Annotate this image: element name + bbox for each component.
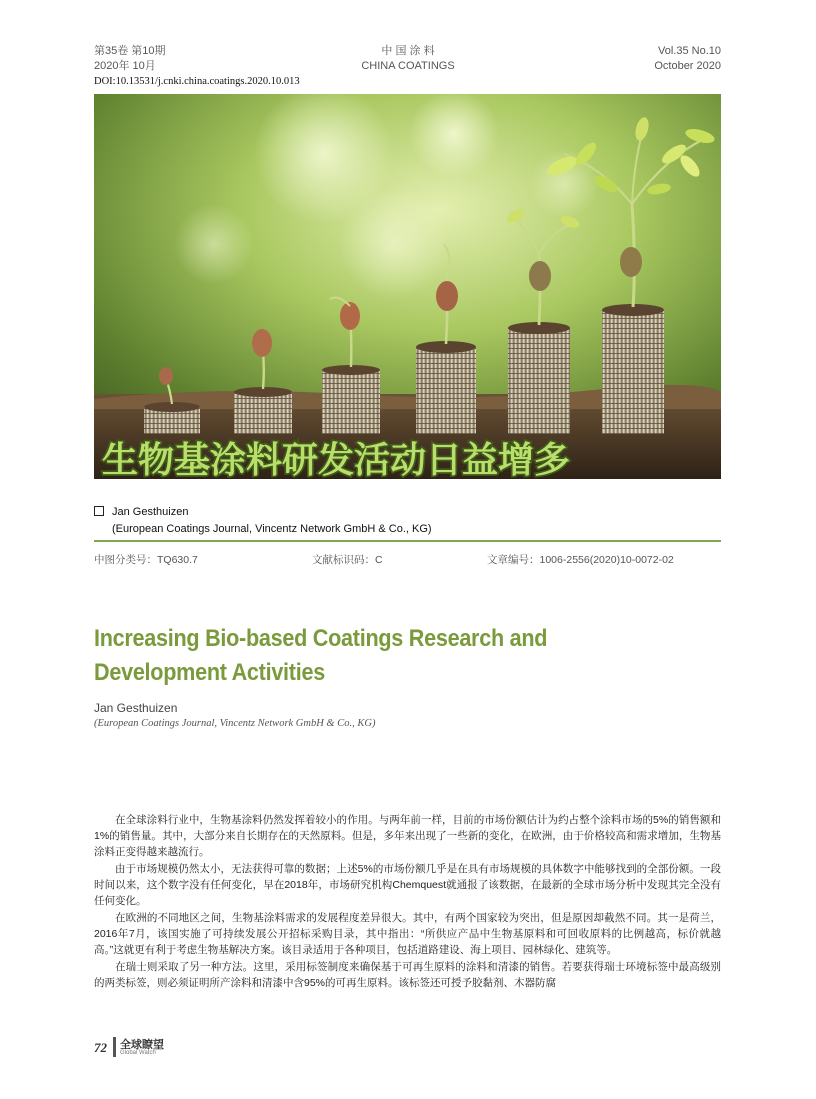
square-bullet-icon: [94, 506, 104, 516]
journal-volume-issue-en: [654, 44, 721, 74]
divider-rule: [94, 540, 721, 542]
journal-name-cn: 中 国 涂 料: [381, 45, 435, 57]
volume-issue-en: Vol.35 No.10: [658, 45, 721, 57]
author-name: Jan Gesthuizen: [112, 506, 189, 518]
hero-image: [94, 94, 721, 479]
clc-number: 中图分类号：TQ630.7: [94, 554, 198, 566]
body-paragraph: 在瑞士则采取了另一种方法。这里，采用标签制度来确保基于可再生原料的涂料和清漆的销售。若要获得瑞士环境标签中最高级别的两类标签，则必须证明所产涂料和清漆中含95%的可再生原料。该标签还可授予胶黏剂、木器防腐: [94, 961, 721, 989]
section-name-en: Global Watch: [120, 1050, 156, 1056]
english-affiliation: (European Coatings Journal, Vincentz Network GmbH & Co., KG): [94, 718, 376, 729]
journal-name-en: CHINA COATINGS: [361, 60, 455, 72]
article-body: [94, 812, 721, 992]
english-title: Increasing Bio-based Coatings Research and Development Activities: [94, 625, 548, 686]
body-paragraph: 在欧洲的不同地区之间，生物基涂料需求的发展程度差异很大。其中，有两个国家较为突出，但是原因却截然不同。其一是荷兰，2016年7月，该国实施了可持续发展公开招标采购目录，其中指出：“所供应产品中生物基原料和可回收原料的比例越高，标价就越高。”这就更有利于考虑生物基解决方案。该目录适用于各种项目，包括道路建设、海上项目、园林绿化、建筑等。: [94, 912, 721, 956]
document-code: 文献标识码：C: [312, 554, 383, 566]
body-paragraph: 由于市场规模仍然太小，无法获得可靠的数据；上述5%的市场份额几乎是在具有市场规模的具体数字中能够找到的全部份额。一段时间以来，这个数字没有任何变化，早在2018年，市场研究机构Chemquest就通报了该数据，在最新的全球市场分析中发现其完全没有任何变化。: [94, 863, 721, 907]
article-number: 文章编号：1006-2556(2020)10-0072-02: [487, 554, 674, 566]
date-cn: 2020年 10月: [94, 60, 156, 72]
footer-divider: [113, 1037, 116, 1057]
author-affiliation: (European Coatings Journal, Vincentz Network GmbH & Co., KG): [112, 523, 432, 535]
author-line: [94, 504, 432, 521]
page-number: 72: [94, 1040, 107, 1055]
doi-line[interactable]: DOI:10.13531/j.cnki.china.coatings.2020.10.013: [94, 76, 300, 87]
section-name-cn: 全球瞭望: [120, 1039, 164, 1051]
date-en: October 2020: [654, 60, 721, 72]
hero-title: 生物基涂料研发活动日益增多: [102, 440, 571, 479]
body-paragraph: 在全球涂料行业中，生物基涂料仍然发挥着较小的作用。与两年前一样，目前的市场份额估计为约占整个涂料市场的5%的销售额和1%的销售量。其中，大部分来自长期存在的天然原料。但是，多年来出现了一些新的变化，在欧洲，由于价格较高和需求增加，生物基涂料正变得越来越流行。: [94, 814, 721, 858]
coin-stacks-sprouts-illustration: [94, 94, 721, 479]
author-block: [94, 504, 432, 538]
volume-issue-cn: 第35卷 第10期: [94, 45, 166, 57]
english-author: Jan Gesthuizen: [94, 701, 178, 715]
